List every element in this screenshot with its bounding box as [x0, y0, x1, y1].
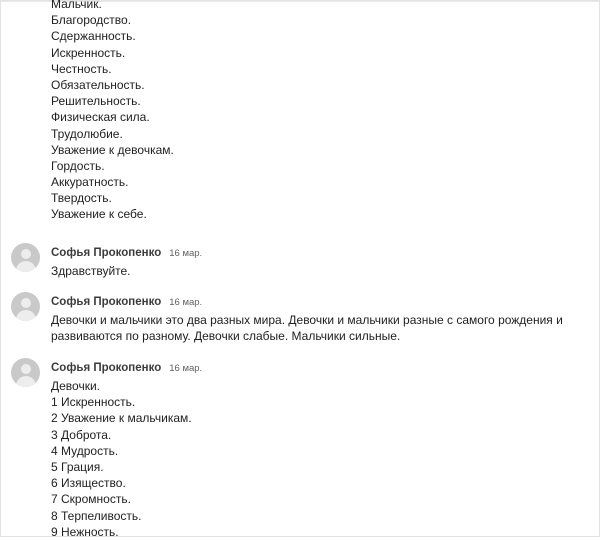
comment-text-line: Аккуратность.	[51, 175, 129, 190]
comment-header	[51, 292, 202, 310]
comment-text-line: Твердость.	[51, 191, 112, 206]
user-avatar-icon[interactable]	[11, 358, 40, 387]
comment-text-line: Физическая сила.	[51, 110, 150, 125]
comment-text-line: Обязательность.	[51, 77, 145, 92]
comment-text-line: Благородство.	[51, 13, 132, 28]
comment-text-line: Мальчик.	[51, 0, 102, 11]
comment-text	[51, 263, 591, 279]
user-avatar-icon[interactable]	[11, 292, 40, 321]
comment-text-line: 2 Уважение к мальчикам.	[51, 411, 192, 426]
comment-author[interactable]: Софья Прокопенко	[51, 296, 162, 308]
comment-text-line: Решительность.	[51, 94, 141, 109]
comment-text-line: Уважение к девочкам.	[51, 142, 174, 157]
comment-text-line: 3 Доброта.	[51, 427, 112, 442]
comment-text	[51, 312, 591, 344]
comment-text-line: Сдержанность.	[51, 29, 136, 44]
comment-text-line: Трудолюбие.	[51, 126, 123, 141]
comment-text-line: 6 Изящество.	[51, 476, 126, 491]
comment-text-line: Уважение к себе.	[51, 207, 147, 222]
comment-text-line: 1 Искренность.	[51, 395, 136, 410]
comment-text-line: Гордость.	[51, 158, 105, 173]
comment-text-line: 9 Нежность.	[51, 524, 119, 539]
comment-text-line: 5 Грация.	[51, 459, 104, 474]
comment-text-line: 4 Мудрость.	[51, 443, 119, 458]
comment-date[interactable]: 16 мар.	[169, 297, 203, 308]
comment-text-line: Честность.	[51, 61, 112, 76]
comment-text-line: 7 Скромность.	[51, 492, 131, 507]
comment-date[interactable]: 16 мар.	[169, 363, 203, 374]
user-avatar-icon[interactable]	[11, 243, 40, 272]
comment-author[interactable]: Софья Прокопенко	[51, 362, 162, 374]
comment-text-line: Искренность.	[51, 45, 126, 60]
previous-comment-text	[51, 0, 174, 223]
comment-text-line: Здравствуйте.	[51, 264, 131, 278]
comment-header	[51, 358, 202, 376]
comment-text-line: 8 Терпеливость.	[51, 508, 142, 523]
comment-header	[51, 243, 202, 261]
comment-text-line: Девочки.	[51, 379, 100, 393]
comment-text	[51, 378, 591, 540]
comment-text-line: развиваются по разному. Девочки слабые. Мальчики сильные.	[51, 329, 401, 344]
comment-date[interactable]: 16 мар.	[169, 248, 203, 259]
comment-author[interactable]: Софья Прокопенко	[51, 247, 162, 259]
comment-text-line: Девочки и мальчики это два разных мира. Девочки и мальчики разные с самого рождения и	[51, 313, 563, 327]
